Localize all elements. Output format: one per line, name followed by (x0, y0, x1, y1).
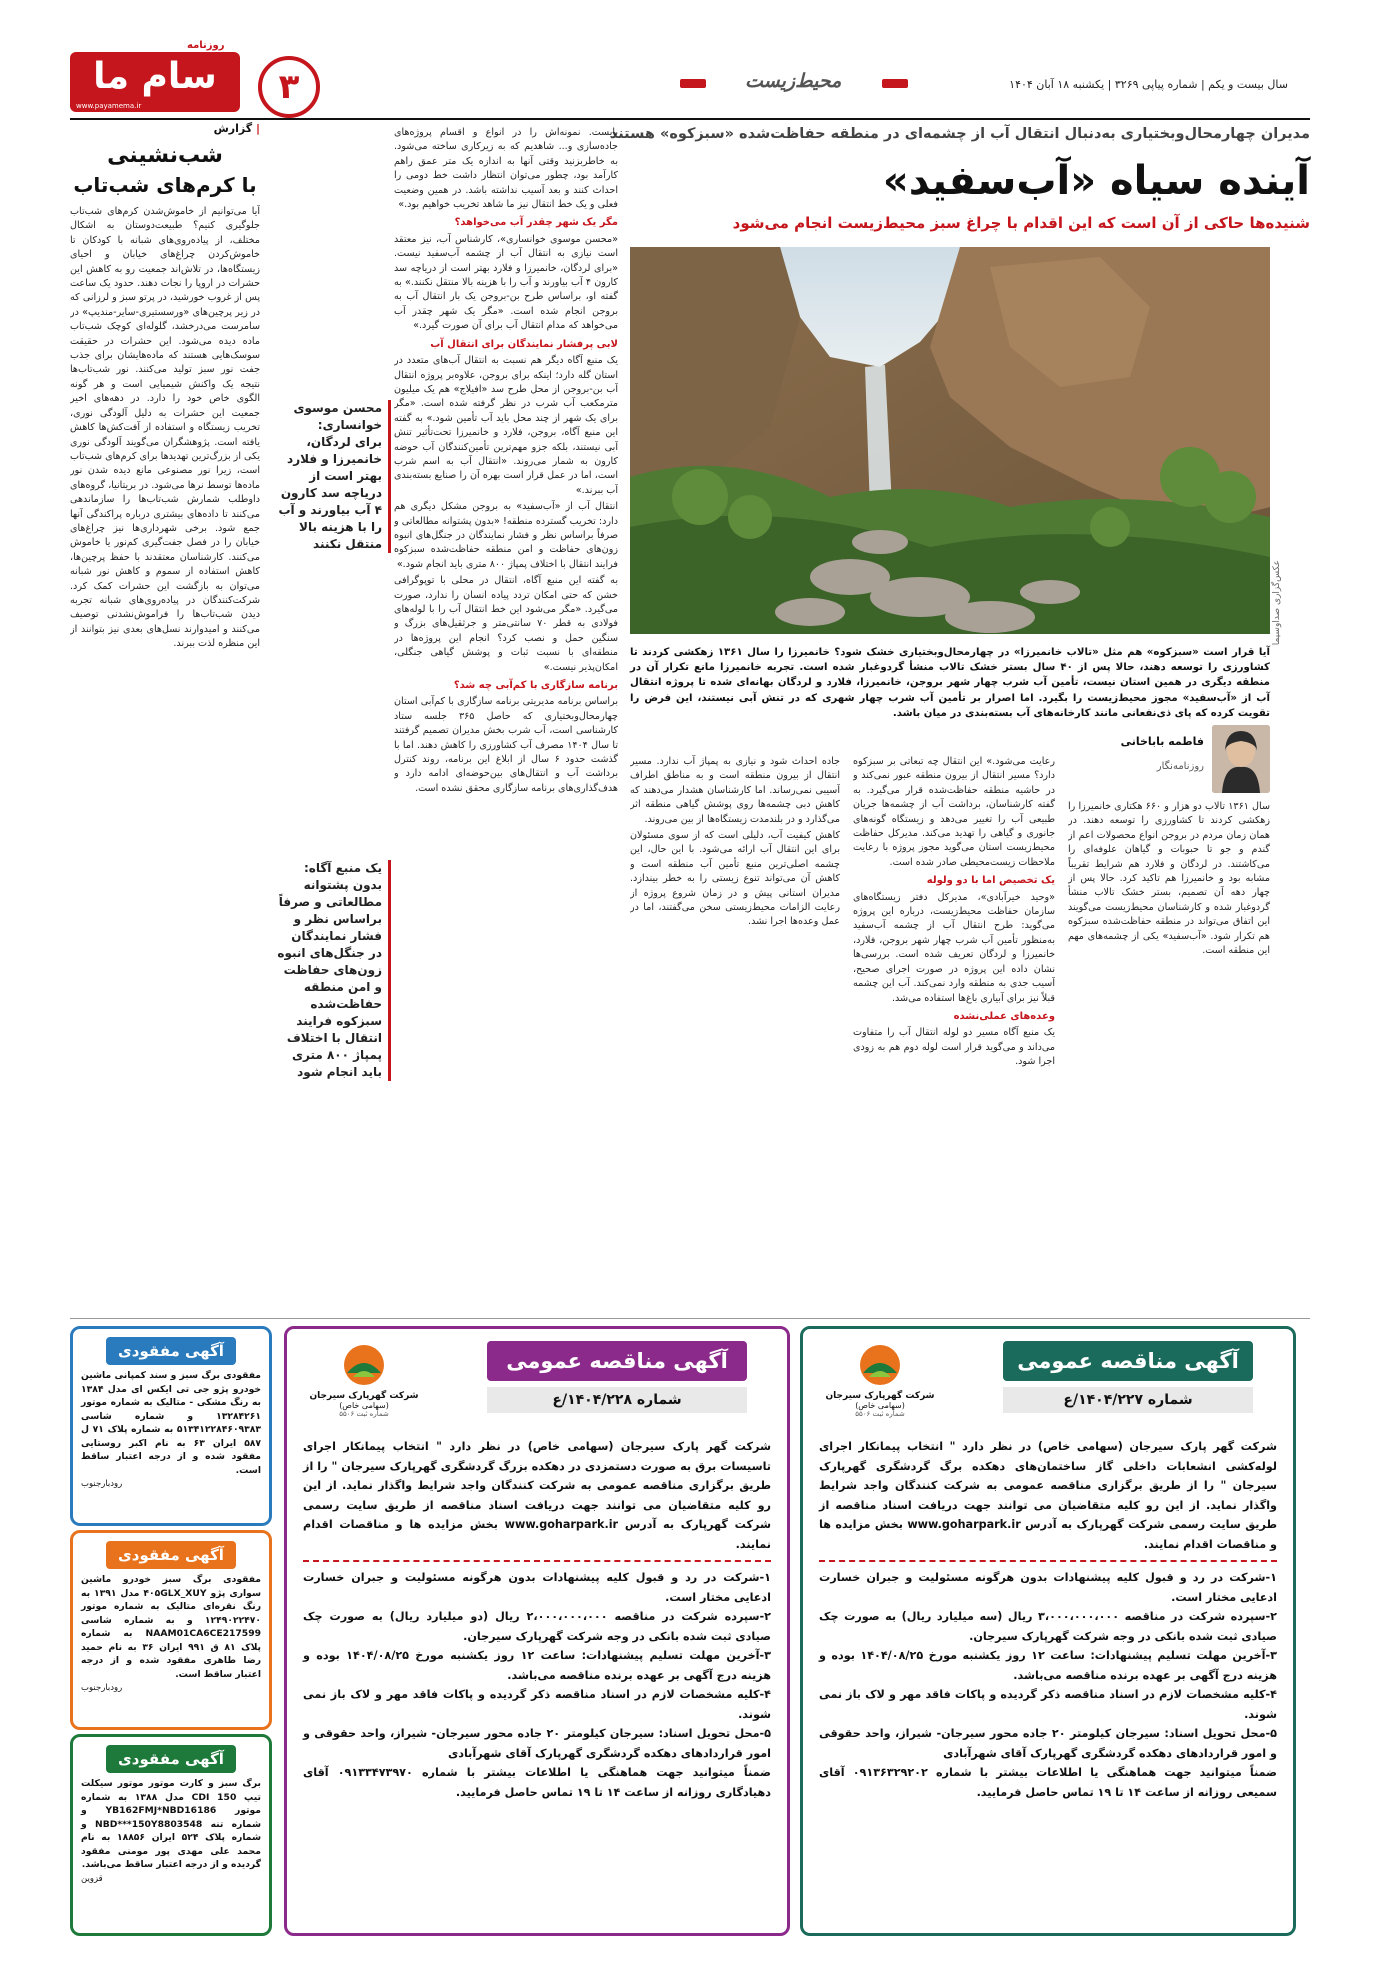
lead-subhead-2: وعده‌های عملی‌نشده (953, 1010, 1055, 1022)
author-box (1052, 725, 1270, 793)
tender-1-logo (825, 1343, 935, 1433)
tender-2-item-5: ۵-محل تحویل اسناد: سیرجان کیلومتر ۲۰ جاده محور سیرجان- شیراز، واحد حقوقی و امور قراردادهای دهکده گردشگری گهرپارک آقای شهرآبادی (303, 1727, 771, 1760)
waterfall-photo (630, 247, 1270, 634)
lead-col-left-text-2: کاهش کیفیت آب، دلیلی است که از سوی مسئولان برای این انتقال آب ارائه می‌شود. با این حال، این چشمه اصلی‌ترین منبع تأمین آب منطقه است و کاهش آن می‌تواند تنوع زیستی را به خطر بیندازد. مدیران استانی پیش و در زمان شروع پروژه از رعایت الزامات محیط‌زیستی سخن می‌گفتند، اما در عمل وعده‌ها اجرا نشد. (630, 830, 840, 928)
lead-col-left (630, 755, 840, 1310)
newspaper-logo (70, 52, 240, 112)
lead-col-mid (853, 755, 1055, 1310)
report-label-text: گزارش (213, 122, 253, 135)
tender-2-item-2: ۲-سپرده شرکت در مناقصه ۲،۰۰۰،۰۰۰،۰۰۰ ریال (دو میلیارد ریال) به صورت چک صیادی ثبت شده بانکی در وجه شرکت گهرپارک سیرجان. (303, 1610, 771, 1643)
pullquote-2 (276, 860, 391, 1081)
mid-subhead-2: لابی پرفشار نمایندگان برای انتقال آب (430, 338, 618, 350)
lead-col-mid-text-2: «وحید خیرآبادی»، مدیرکل دفتر زیستگاه‌های سازمان حفاظت محیط‌زیست، درباره این پروژه می‌گوید: طرح انتقال آب از چشمه آب‌سفید به‌منظور تأمین آب شرب چهار شهر بروجن، فلارد، خانمیرزا و لردگان تعریف شده است. بررسی‌ها نشان داده این پروژه در صورت اجرای صحیح، آسیب جدی به منطقه وارد نمی‌کند. آب این چشمه قبلاً نیز برای آبیاری باغ‌ها استفاده می‌شد. (853, 891, 1055, 1004)
tender-1-separator (819, 1560, 1277, 1562)
goharpark-logo-icon (339, 1343, 389, 1387)
header-rule (70, 118, 1310, 120)
report-column (70, 122, 260, 1310)
tender-1-item-3: ۳-آخرین مهلت تسلیم پیشنهادات: ساعت ۱۲ روز یکشنبه مورخ ۱۴۰۴/۰۸/۲۵ بوده و هزینه درج آگهی بر عهده برنده مناقصه می‌باشد. (819, 1649, 1277, 1682)
author-avatar (1212, 725, 1270, 793)
lead-subtitle: شنیده‌ها حاکی از آن است که این اقدام با چراغ سبز محیط‌زیست انجام می‌شود (732, 214, 1310, 232)
lost-ad-1 (70, 1326, 272, 1526)
tender-1-item-4: ۴-کلیه مشخصات لازم در اسناد مناقصه ذکر گردیده و پاکات فاقد مهر و لاک باز نمی شوند. (819, 1688, 1277, 1721)
pullquote-1 (276, 400, 391, 553)
report-body: آیا می‌توانیم از خاموش‌شدن کرم‌های شب‌تاب جلوگیری کنیم؟ طبیعت‌دوستان به اشکال مختلف، از پیاده‌روی‌های شبانه با کودکان تا خاموش‌کردن چراغ‌های خیابان و احیای زیستگاه‌ها، در تلاش‌اند جمعیت رو به کاهش این حشرات در اروپا را نجات دهند. حدود یک ساعت پس از غروب خورشید، در پرتو سبز و لرزانی که در زیر پرچین‌های «ورسستیری-سایر-مندیپ» در سامرست می‌درخشد، گلوله‌ای کوچک شب‌تاب ماده دیده می‌شود. این حشرات در حقیقت سوسک‌هایی هستند که ماده‌هایشان برای جذب جفت نور سبز تولید می‌کنند. نور شب‌تاب‌ها نتیجه یک واکنش شیمیایی است و هر گونه الگوی خاص خود را دارد. در دهه‌های اخیر جمعیت این حشرات به دلیل آلودگی نوری، تخریب زیستگاه و استفاده از آفت‌کش‌ها کاهش یافته است. پژوهشگران می‌گویند آلودگی نوری یکی از بزرگ‌ترین تهدیدها برای کرم‌های شب‌تاب است، زیرا نور مصنوعی مانع دیده شدن نور ماده‌ها توسط نرها می‌شود. در بریتانیا، گروه‌های داوطلب شمارش شب‌تاب‌ها را سازماندهی می‌کنند تا داده‌های بیشتری درباره پراکندگی آنها جمع شود. برخی شهرداری‌ها نیز چراغ‌های خیابان را در فصل جفت‌گیری کم‌نور یا خاموش می‌کنند. کارشناسان معتقدند با حفظ پرچین‌ها، کاهش استفاده از سموم و کاهش نور شبانه می‌توان به بازگشت این حشرات کمک کرد. شرکت‌کنندگان در پیاده‌روی‌های شبانه تجربه دیدن شب‌تاب‌ها را فراموش‌نشدنی توصیف می‌کنند و امیدوارند نسل‌های بعدی نیز بتوانند از این منظره لذت ببرند. (70, 206, 260, 650)
mid-text-5: براساس برنامه مدیریتی برنامه سازگاری با کم‌آبی استان چهارمحال‌وبختیاری که حاصل ۳۶۵ جلسه ستاد کارشناسی است، آب شرب بخش مدیران تصمیم گرفتند تا سال ۱۴۰۴ مصرف آب کشاورزی را کاهش دهند. اما با گذشت حدود ۶ سال از ابلاغ این برنامه، روند کنترل برداشت آب و انتقال‌های بین‌حوضه‌ای ادامه دارد و هدف‌گذاری‌های برنامه سازگاری محقق نشده است. (394, 696, 618, 794)
tender-ad-1 (800, 1326, 1296, 1936)
report-label: | گزارش (213, 122, 260, 135)
tender-2-logo (309, 1343, 419, 1433)
waterfall-illustration (630, 247, 1270, 634)
tender-2-reg: شماره ثبت ۵۵۰۶ (339, 1410, 389, 1418)
masthead (0, 0, 1378, 120)
logo-site: www.payamema.ir (76, 102, 142, 110)
tender-1-body (819, 1437, 1277, 1802)
lost-1-place: رودبارجنوب (81, 1479, 123, 1489)
tender-1-intro: شرکت گهر پارک سیرجان (سهامی خاص) در نظر دارد " انتخاب پیمانکار اجرای لوله‌کشی انشعابات داخلی گاز ساختمان‌های دهکده برگ گردشگری گهرپارک سیرجان " را از طریق برگزاری مناقصه عمومی به شرکت کنندگان واجد شرایط واگذار نماید. از این رو کلیه متقاضیان می توانند جهت دریافت اسناد مناقصه از طریق سایت رسمی شرکت گهرپارک به آدرس www.goharpark.ir بخش مزایده ها و مناقصات اقدام نمایند. (819, 1440, 1277, 1551)
author-name: فاطمه باباخانی (1120, 735, 1204, 748)
report-title-2: با کرم‌های شب‌تاب (73, 173, 257, 197)
tender-2-company-type: (سهامی خاص) (339, 1401, 389, 1410)
lead-summary: آیا قرار است «سبزکوه» هم مثل «تالاب خانمیرزا» در چهارمحال‌وبختیاری خشک شود؟ خانمیرزا را سال ۱۳۶۱ زهکشی کردند تا کشاورزی را توسعه دهند، حالا پس از ۴۰ سال بستر خشک تالاب منشأ گردوغبار شده است. تجربه خانمیرزا مانع تکرار آن در منطقه دیگری در همین استان نیست، تأمین آب شرب چهار شهر بروجن، خانمیرزا، فلارد و لردگان بهانه‌ای شده تا پروژه انتقال آب از «آب‌سفید» مجوز محیط‌زیست را بگیرد. اما اصرار بر تأمین آب شرب چهار شهری که در تنش آبی نیستند، این فرض را تقویت کرده که پای ذی‌نفعانی مانند کارخانه‌های آب بسته‌بندی در میان باشد. (630, 647, 1270, 719)
logo-caption: روزنامه (187, 40, 225, 51)
mid-text-3: انتقال آب از «آب‌سفید» به بروجن مشکل دیگری هم دارد: تخریب گسترده منطقه! «بدون پشتوانه مطالعاتی و صرفاً براساس نظر و فشار نمایندگان در جنگل‌های انبوه زون‌های حفاظت و امن منطقه حفاظت‌شده سبزکوه فرایند انتقال با اختلاف پمپاژ ۸۰۰ متری باید انجام شود.» (394, 501, 618, 570)
lead-subhead-1: یک تخصیص اما با دو ولوله (926, 875, 1055, 887)
tender-1-company: شرکت گهرپارک سیرجان (825, 1391, 935, 1401)
lead-col-mid-text: رعایت می‌شود.» این انتقال چه تبعاتی بر سبزکوه دارد؟ مسیر انتقال از بیرون منطقه عبور نمی‌کند و در حاشیه منطقه حفاظت‌شده قرار می‌گیرد. به گفته کارشناسان، برداشت آب از چشمه‌ها جریان طبیعی آب را تغییر می‌دهد و زیستگاه گونه‌های جانوری و گیاهی را تهدید می‌کند. مدیرکل حفاظت محیط‌زیست استان می‌گوید مجوز پروژه با رعایت ملاحظات زیست‌محیطی صادر شده است. (853, 756, 1055, 868)
pullquote-2-text: یک منبع آگاه: بدون پشتوانه مطالعاتی و صرفاً براساس نظر و فشار نمایندگان در جنگل‌های انبوه زون‌های حفاظت و امن منطقه حفاظت‌شده سبزکوه فرایند انتقال با اختلاف پمپاژ ۸۰۰ متری باید انجام شود (277, 861, 382, 1079)
tender-2-item-1: ۱-شرکت در رد و قبول کلیه پیشنهادات بدون هرگونه مسئولیت و جبران خسارت ادعایی مختار است. (303, 1571, 771, 1604)
mid-text-1: «محسن موسوی خوانساری»، کارشناس آب، نیز معتقد است نیازی به انتقال آب از چشمه آب‌سفید نیست. «برای لردگان، خانمیرزا و فلارد بهتر است از دریاچه سد کارون ۴ آب بیاورند و آب را با هزینه بالا منتقل نکنند.» به گفته او، براساس طرح بن-بروجن یک بار انتقال آب به بروجن انجام شده است. «مگر یک شهر چقدر آب می‌خواهد که مدام انتقال آب برای آن صورت گیرد.» (394, 233, 618, 332)
tender-2-company: شرکت گهرپارک سیرجان (309, 1391, 419, 1401)
tender-2-intro: شرکت گهر پارک سیرجان (سهامی خاص) در نظر دارد " انتخاب پیمانکار اجرای تاسیسات برق به صورت دستمزدی در دهکده بزرگ گردشگری گهرپارک سیرجان " را از طریق برگزاری مناقصه عمومی به شرکت کنندگان واجد شرایط واگذار نماید. از این رو کلیه متقاضیان می توانند جهت دریافت اسناد مناقصه از طریق سایت رسمی شرکت گهرپارک به آدرس www.goharpark.ir بخش مزایده ها و مناقصات اقدام نمایند. (303, 1440, 771, 1551)
mid-text-4: به گفته این منبع آگاه، انتقال در محلی با توپوگرافی خشن که حتی امکان تردد پیاده انسان را ندارد، صورت می‌گیرد. «مگر می‌شود این خط انتقال آب را با لوله‌های فولادی به قطر ۷۰ سانتی‌متر و جرثقیل‌های بزرگ و سنگین حمل و نصب کرد؟ انجام این پروژه‌ها در منطقه‌ای با نسبت ثبات و پوشش گیاهی جنگلی، امکان‌پذیر نیست.» (394, 575, 618, 673)
section-chip-right (882, 79, 908, 88)
lost-2-header: آگهی مفقودی (106, 1541, 236, 1569)
lead-title: آینده سیاه «آب‌سفید» (882, 158, 1310, 204)
report-title-1: شب‌نشینی (107, 143, 223, 168)
tender-1-company-type: (سهامی خاص) (855, 1401, 905, 1410)
lost-1-body: مفقودی برگ سبز و سند کمپانی ماشین خودرو پژو جی تی ایکس ای مدل ۱۳۸۴ به رنگ مشکی - متالیک به شماره موتور ۱۳۲۸۴۲۶۱ و شماره شاسی ۵۱۳۴۱۲۲۸۴۶۰۹۳۸۳ به شماره پلاک ۷۱ ل ۵۸۷ ایران ۶۳ به نام اکبر روستایی مفقود شده و از درجه اعتبار ساقط است. (81, 1370, 262, 1476)
mid-subhead-1: مگر یک شهر چقدر آب می‌خواهد؟ (454, 217, 618, 229)
issue-info: سال بیست و یکم | شماره پیاپی ۳۲۶۹ | یکشنبه ۱۸ آبان ۱۴۰۴ (1009, 78, 1288, 91)
logo-text: سام ما (93, 56, 217, 97)
tender-1-item-6: ضمناً میتوانید جهت هماهنگی یا اطلاعات بیشتر با شماره ۰۹۱۳۶۳۲۹۲۰۲ آقای سمیعی روزانه از ساعت ۱۴ تا ۱۹ تماس حاصل فرمایید. (819, 1766, 1277, 1799)
goharpark-logo-icon (855, 1343, 905, 1387)
tender-2-number: شماره ۱۴۰۴/۲۲۸/ع (487, 1387, 747, 1413)
tender-ad-2 (284, 1326, 790, 1936)
ads-divider (70, 1318, 1310, 1319)
lead-col-mid-text-3: یک منبع آگاه مسیر دو لوله انتقال آب را متفاوت می‌داند و می‌گوید قرار است لوله دوم هم به زودی اجرا شود. (853, 1027, 1055, 1068)
lost-3-header: آگهی مفقودی (106, 1745, 236, 1773)
tender-1-item-2: ۲-سپرده شرکت در مناقصه ۳،۰۰۰،۰۰۰،۰۰۰ ریال (سه میلیارد ریال) به صورت چک صیادی ثبت شده بانکی در وجه شرکت گهرپارک سیرجان. (819, 1610, 1277, 1643)
lost-3-place: قزوین (81, 1873, 103, 1884)
tender-2-body (303, 1437, 771, 1802)
section-chip-left (680, 79, 706, 88)
pullquote-1-name: محسن موسوی خوانساری: (293, 401, 382, 432)
tender-1-header: آگهی مناقصه عمومی (1003, 1341, 1253, 1381)
author-portrait (1212, 725, 1270, 793)
lost-ad-2 (70, 1530, 272, 1730)
lost-2-body: مفقودی برگ سبز خودرو ماشین سواری پژو ۴۰۵GLX_XUY مدل ۱۳۹۱ به رنگ نقره‌ای متالیک به شماره موتور ۱۲۴۹۰۲۲۴۷۰ و به شماره شاسی NAAM01CA6CE217599 به شماره پلاک ۸۱ ق ۹۹۱ ایران ۳۶ به نام حمید رضا طاهری مفقود شده و از درجه اعتبار ساقط است. (81, 1574, 262, 1680)
tender-2-separator (303, 1560, 771, 1562)
lost-2-place: رودبارجنوب (81, 1683, 123, 1693)
tender-2-item-6: ضمناً میتوانید جهت هماهنگی یا اطلاعات بیشتر با شماره ۰۹۱۳۳۴۷۳۹۷۰ آقای دهیادگاری روزانه از ساعت ۱۴ تا ۱۹ تماس حاصل فرمایید. (303, 1766, 771, 1799)
tender-1-item-1: ۱-شرکت در رد و قبول کلیه پیشنهادات بدون هرگونه مسئولیت و جبران خسارت ادعایی مختار است. (819, 1571, 1277, 1604)
lead-kicker: مدیران چهارمحال‌وبختیاری به‌دنبال انتقال آب از چشمه‌ای در منطقه حفاظت‌شده «سبزکوه» هستند (609, 126, 1310, 142)
tender-2-header: آگهی مناقصه عمومی (487, 1341, 747, 1381)
author-role: روزنامه‌نگار (1156, 761, 1204, 772)
page-number: ۳ (258, 56, 320, 118)
mid-text-top: بایست. نمونه‌اش را در انواع و اقسام پروژه‌های جاده‌سازی و... شاهدیم که به زیرکاری ساخته می‌شود. به خاطربزنید وقتی آنها به اندازه یک متر عمق راهم کارآمد بود، چطور می‌توان انتظار داشت خط دومی را احداث کنند و بعد آسیب نداشته باشد. در همین وضعیت فعلی و یک خط انتقال نیز ما شاهد تخریب خواهیم بود.» (394, 127, 618, 211)
tender-2-item-4: ۴-کلیه مشخصات لازم در اسناد مناقصه ذکر گردیده و پاکات فاقد مهر و لاک باز نمی شوند. (303, 1688, 771, 1721)
pullquote-1-text: برای لردگان، خانمیرزا و فلارد بهتر است از دریاچه سد کارون ۴ آب بیاورند و آب را با هزینه بالا منتقل نکنند (278, 435, 382, 551)
lost-3-body: برگ سبز و کارت موتور موتور سیکلت تیپ CDI 150 مدل ۱۳۸۸ به شماره موتور YB162FMJ*NBD16186 و شماره تنه NBD***150Y8803548 و شماره پلاک ۵۲۴ ایران ۱۸۸۵۶ به نام محمد علی مهدی پور مومنی مفقود گردیده و از درجه اعتبار ساقط می‌باشد. (81, 1778, 261, 1870)
tender-1-number: شماره ۱۴۰۴/۲۲۷/ع (1003, 1387, 1253, 1413)
lost-1-header: آگهی مفقودی (106, 1337, 236, 1365)
photo-credit: عکس‌گزاری صداوسیما (1272, 560, 1282, 646)
lead-col-left-text: جاده احداث شود و نیازی به پمپاژ آب ندارد. مسیر انتقال از بیرون منطقه است و به مناطق اطراف آسیبی نمی‌رساند. اما کارشناسان هشدار می‌دهند که کاهش دبی چشمه‌ها روی پوشش گیاهی منطقه اثر می‌گذارد و در بلندمدت زیستگاه‌ها از بین می‌روند. (630, 756, 840, 825)
mid-text-2: یک منبع آگاه دیگر هم نسبت به انتقال آب‌های متعدد در استان گله دارد؛ اینکه برای بروجن، علاوه‌بر پروژه انتقال آب بن-بروجن از محل طرح سد «افیلاج» هم یک میلیون مترمکعب آب شرب در نظر گرفته شده است. «مگر برای یک شهر از چند محل باید آب تأمین شود.» به گفته این منبع آگاه، بروجن، فلارد و خانمیرزا تحت‌تأثیر تنش آبی نیستند، بلکه جزو مهم‌ترین تأمین‌کنندگان آب حوضه کارون به شمار می‌روند. «انتقال آب به اسم شرب است، اما در عمل قرار است بهره آن را صنایع بسته‌بندی آب ببرند.» (394, 355, 618, 496)
lead-col-right: سال ۱۳۶۱ تالاب دو هزار و ۶۶۰ هکتاری خانمیرزا را زهکشی کردند تا کشاورزی را توسعه دهند. در همان زمان مردم در بروجن انواع محصولات اعم از گندم و جو تا حبوبات و گیاهان علوفه‌ای را می‌کاشتند. در لردگان و فلارد هم شرایط تقریباً مشابه بود و خانمیرزا هم تاکید کرد. حالا پس از چهار دهه آن تصمیم، بستر خشک تالاب منشأ گردوغبار شده و کارشناسان محیط‌زیست می‌گویند این اتفاق می‌تواند در منطقه حفاظت‌شده سبزکوه هم تکرار شود. «آب‌سفید» یکی از چشمه‌های مهم این منطقه است. (1068, 801, 1270, 957)
section-label: محیط‌زیست (745, 70, 842, 92)
tender-2-item-3: ۳-آخرین مهلت تسلیم پیشنهادات: ساعت ۱۲ روز یکشنبه مورخ ۱۴۰۴/۰۸/۲۵ بوده و هزینه درج آگهی بر عهده برنده مناقصه می‌باشد. (303, 1649, 771, 1682)
lost-ad-3 (70, 1734, 272, 1936)
tender-1-reg: شماره ثبت ۵۵۰۶ (855, 1410, 905, 1418)
mid-subhead-3: برنامه سازگاری با کم‌آبی چه شد؟ (453, 680, 618, 692)
tender-1-item-5: ۵-محل تحویل اسناد: سیرجان کیلومتر ۲۰ جاده محور سیرجان- شیراز، واحد حقوقی و امور قراردادهای دهکده گردشگری گهرپارک آقای شهرآبادی (819, 1727, 1278, 1760)
mid-column (394, 126, 618, 1310)
